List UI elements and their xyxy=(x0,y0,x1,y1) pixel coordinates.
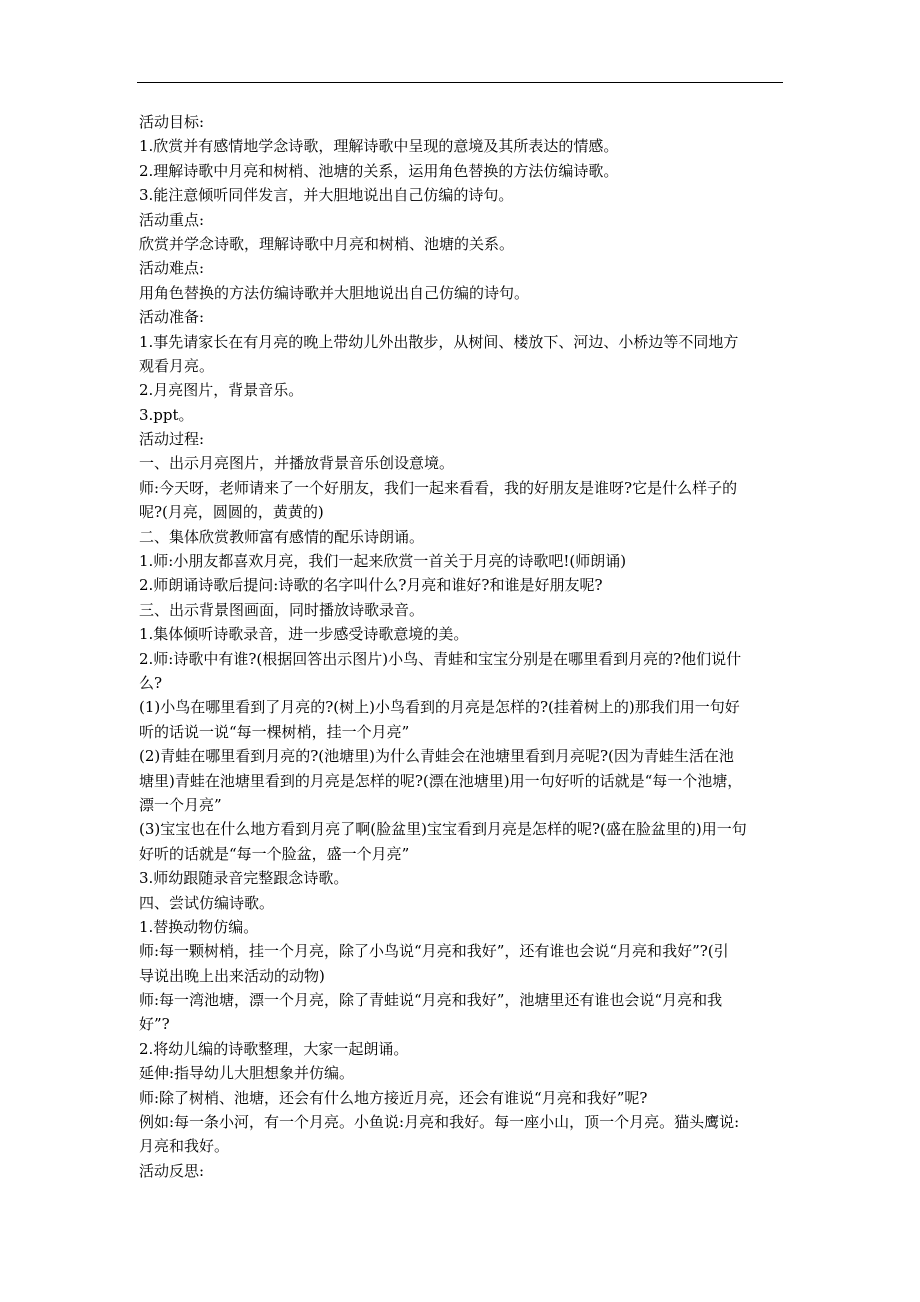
text-line: 3.ppt。 xyxy=(139,405,194,424)
text-line: 活动准备: xyxy=(139,308,205,327)
text-line: 欣赏并学念诗歌，理解诗歌中月亮和树梢、池塘的关系。 xyxy=(139,234,515,253)
text-line: 观看月亮。 xyxy=(139,356,215,375)
text-line: 塘里)青蛙在池塘里看到的月亮是怎样的呢?(漂在池塘里)用一句好听的话就是“每一个池塘， xyxy=(139,771,743,790)
text-line: 师:今天呀，老师请来了一个好朋友，我们一起来看看，我的好朋友是谁呀?它是什么样子的 xyxy=(139,478,738,497)
text-line: 1.师:小朋友都喜欢月亮，我们一起来欣赏一首关于月亮的诗歌吧!(师朗诵) xyxy=(139,552,627,571)
text-line: 1.替换动物仿编。 xyxy=(139,917,259,936)
text-line: 么? xyxy=(139,673,163,692)
text-line: 二、集体欣赏教师富有感情的配乐诗朗诵。 xyxy=(139,527,425,546)
text-line: 导说出晚上出来活动的动物) xyxy=(139,966,325,985)
header-divider xyxy=(137,82,783,83)
text-line: 1.欣赏并有感情地学念诗歌，理解诗歌中呈现的意境及其所表达的情感。 xyxy=(139,137,619,156)
text-line: 师:除了树梢、池塘，还会有什么地方接近月亮，还会有谁说“月亮和我好”呢? xyxy=(139,1088,648,1107)
text-line: 2.月亮图片，背景音乐。 xyxy=(139,381,304,400)
text-line: 好”? xyxy=(139,1015,170,1034)
text-line: 活动反思: xyxy=(139,1161,205,1180)
text-line: 活动重点: xyxy=(139,210,205,229)
text-line: 月亮和我好。 xyxy=(139,1137,230,1156)
text-line: 1.集体倾听诗歌录音，进一步感受诗歌意境的美。 xyxy=(139,625,469,644)
text-line: 2.师朗诵诗歌后提问:诗歌的名字叫什么?月亮和谁好?和谁是好朋友呢? xyxy=(139,576,603,595)
text-line: 三、出示背景图画面，同时播放诗歌录音。 xyxy=(139,600,425,619)
text-line: (2)青蛙在哪里看到月亮的?(池塘里)为什么青蛙会在池塘里看到月亮呢?(因为青蛙生活在池 xyxy=(139,747,734,766)
text-line: 活动过程: xyxy=(139,430,205,449)
text-line: 延伸:指导幼儿大胆想象并仿编。 xyxy=(139,1064,355,1083)
text-line: 师:每一颗树梢，挂一个月亮，除了小鸟说“月亮和我好”，还有谁也会说“月亮和我好”?(引 xyxy=(139,942,729,961)
text-line: 1.事先请家长在有月亮的晚上带幼儿外出散步，从树间、楼放下、河边、小桥边等不同地方 xyxy=(139,332,739,351)
text-line: 2.师:诗歌中有谁?(根据回答出示图片)小鸟、青蛙和宝宝分别是在哪里看到月亮的?他们说什 xyxy=(139,649,742,668)
text-line: 好听的话就是“每一个脸盆，盛一个月亮” xyxy=(139,844,410,863)
text-line: 漂一个月亮” xyxy=(139,795,222,814)
text-line: 四、尝试仿编诗歌。 xyxy=(139,893,275,912)
text-line: 听的话说一说“每一棵树梢，挂一个月亮” xyxy=(139,722,410,741)
text-line: 活动难点: xyxy=(139,259,205,278)
text-line: 3.师幼跟随录音完整跟念诗歌。 xyxy=(139,869,349,888)
text-line: 用角色替换的方法仿编诗歌并大胆地说出自己仿编的诗句。 xyxy=(139,283,530,302)
text-line: 一、出示月亮图片，并播放背景音乐创设意境。 xyxy=(139,454,455,473)
text-line: (3)宝宝也在什么地方看到月亮了啊(脸盆里)宝宝看到月亮是怎样的呢?(盛在脸盆里的)用一句 xyxy=(139,820,747,839)
text-line: 3.能注意倾听同伴发言，并大胆地说出自己仿编的诗句。 xyxy=(139,186,514,205)
text-line: 师:每一湾池塘，漂一个月亮，除了青蛙说“月亮和我好”，池塘里还有谁也会说“月亮和我 xyxy=(139,991,723,1010)
text-line: 活动目标: xyxy=(139,113,205,131)
text-line: 2.理解诗歌中月亮和树梢、池塘的关系，运用角色替换的方法仿编诗歌。 xyxy=(139,161,619,180)
text-line: 2.将幼儿编的诗歌整理，大家一起朗诵。 xyxy=(139,1039,409,1058)
text-line: (1)小鸟在哪里看到了月亮的?(树上)小鸟看到的月亮是怎样的?(挂着树上的)那我们用一句好 xyxy=(139,698,740,717)
text-line: 呢?(月亮，圆圆的，黄黄的) xyxy=(139,503,324,522)
text-line: 例如:每一条小河，有一个月亮。小鱼说:月亮和我好。每一座小山，顶一个月亮。猫头鹰说: xyxy=(139,1113,740,1132)
document-body xyxy=(139,110,789,1183)
